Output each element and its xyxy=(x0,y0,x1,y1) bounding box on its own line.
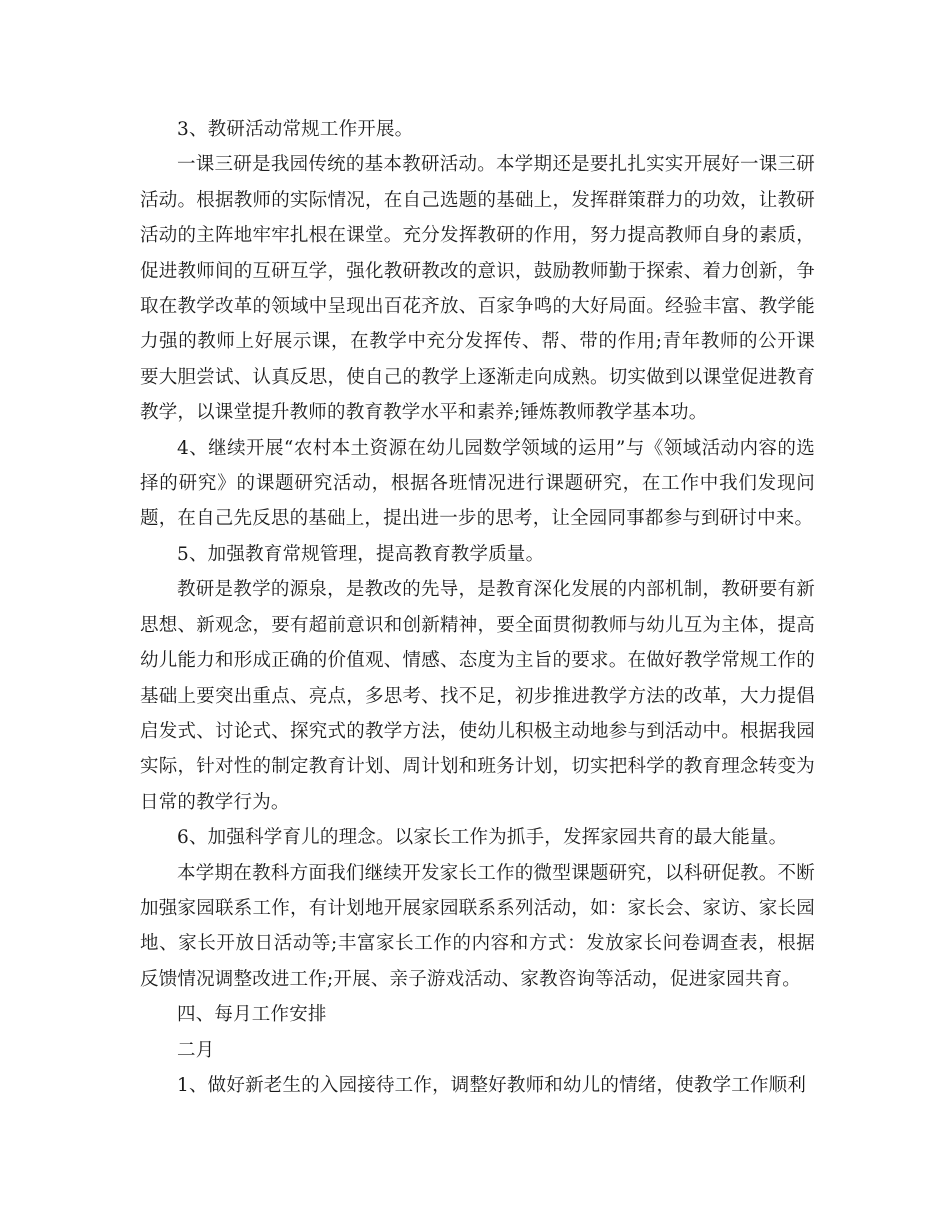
heading-monthly-schedule: 四、每月工作安排 xyxy=(177,1004,327,1026)
paragraph-parent-work: 本学期在教科方面我们继续开发家长工作的微型课题研究，以科研促教。不断加强家园联系工作，有计划地开展家园联系系列活动，如：家长会、家访、家长园地、家长开放日活动等;丰富家长工作的内容和方式：发放家长问卷调查表，根据反馈情况调整改进工作;开展、亲子游戏活动、家教咨询等活动，促进家园共育。 xyxy=(140,862,815,990)
heading-february: 二月 xyxy=(177,1039,215,1061)
paragraph-one-lesson-three-research: 一课三研是我园传统的基本教研活动。本学期还是要扎扎实实开展好一课三研活动。根据教师的实际情况，在自己选题的基础上，发挥群策群力的功效，让教研活动的主阵地牢牢扎根在课堂。充分发挥教研的作用，努力提高教师自身的素质，促进教师间的互研互学，强化教研教改的意识，鼓励教师勤于探索、着力创新，争取在教学改革的领域中呈现出百花齐放、百家争鸣的大好局面。经验丰富、教学能力强的教师上好展示课，在教学中充分发挥传、帮、带的作用;青年教师的公开课要大胆尝试、认真反思，使自己的教学上逐渐走向成熟。切实做到以课堂促进教育教学，以课堂提升教师的教育教学水平和素养;锤炼教师教学基本功。 xyxy=(140,154,815,424)
paragraph-research-project: 4、继续开展“农村本土资源在幼儿园数学领域的运用”与《领域活动内容的选择的研究》的课题研究活动，根据各班情况进行课题研究，在工作中我们发现问题，在自己先反思的基础上，提出进一步的思考，让全园同事都参与到研讨中来。 xyxy=(140,437,815,530)
heading-scientific-parenting: 6、加强科学育儿的理念。以家长工作为抓手，发挥家园共育的最大能量。 xyxy=(177,827,788,849)
paragraph-teaching-research-source: 教研是教学的源泉，是教改的先导，是教育深化发展的内部机制，教研要有新思想、新观念，要有超前意识和创新精神，要全面贯彻教师与幼儿互为主体，提高幼儿能力和形成正确的价值观、情感、态度为主旨的要求。在做好教学常规工作的基础上要突出重点、亮点，多思考、找不足，初步推进教学方法的改革，大力提倡启发式、讨论式、探究式的教学方法，使幼儿积极主动地参与到活动中。根据我园实际，针对性的制定教育计划、周计划和班务计划，切实把科学的教育理念转变为日常的教学行为。 xyxy=(140,579,815,813)
document-body xyxy=(140,112,815,1103)
heading-teaching-research-routine: 3、教研活动常规工作开展。 xyxy=(177,119,414,140)
paragraph-new-students: 1、做好新老生的入园接待工作，调整好教师和幼儿的情绪，使教学工作顺利 xyxy=(177,1074,807,1096)
heading-education-management: 5、加强教育常规管理，提高教育教学质量。 xyxy=(177,543,545,565)
